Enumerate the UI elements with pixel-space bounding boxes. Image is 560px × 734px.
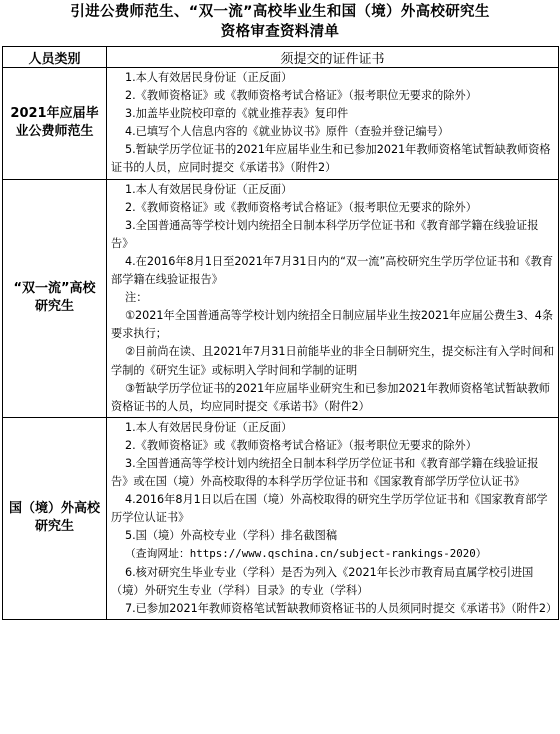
list-item: 4.在2016年8月1日至2021年7月31日内的“双一流”高校研究生学历学位证书和《教育部学籍在线验证报告》	[111, 254, 554, 287]
header-documents: 须提交的证件证书	[107, 47, 559, 68]
list-item: 1.本人有效居民身份证（正反面）	[125, 182, 293, 196]
documents-cell	[107, 68, 559, 180]
note-item: ③暂缺学历学位证书的2021年应届毕业研究生和已参加2021年教师资格笔试暂缺教师资格证书的人员，均应同时提交《承诺书》（附件2）	[111, 381, 550, 413]
table-row	[3, 179, 559, 417]
documents-cell	[107, 179, 559, 417]
list-item: 4.已填写个人信息内容的《就业协议书》原件（查验并登记编号）	[125, 125, 449, 139]
title-line-2: 资格审查资料清单	[220, 24, 340, 40]
list-item: 2.《教师资格证》或《教师资格考试合格证》（报考职位无要求的除外）	[125, 89, 477, 103]
list-item: 5.国（境）外高校专业（学科）排名截图稿	[125, 529, 338, 543]
list-item: 7.已参加2021年教师资格笔试暂缺教师资格证书的人员须同时提交《承诺书》（附件2）	[125, 601, 558, 615]
category-cell: 国（境）外高校研究生	[3, 417, 107, 619]
category-cell: “双一流”高校研究生	[3, 179, 107, 417]
list-item: 1.本人有效居民身份证（正反面）	[125, 71, 293, 84]
document-page	[2, 1, 558, 620]
list-item: 6.核对研究生毕业专业（学科）是否为列入《2021年长沙市教育局直属学校引进国（境）外研究生专业（学科）目录》的专业（学科）	[111, 565, 534, 597]
list-item: 1.本人有效居民身份证（正反面）	[125, 420, 293, 434]
note-item: ①2021年全国普通高等学校计划内统招全日制应届毕业生按2021年应届公费生3、4条要求执行；	[111, 309, 554, 341]
table-row	[3, 68, 559, 180]
note-label: 注：	[125, 291, 148, 305]
table-header-row	[3, 47, 559, 68]
document-title	[2, 1, 558, 42]
table-row	[3, 417, 559, 619]
list-item: 5.暂缺学历学位证书的2021年应届毕业生和已参加2021年教师资格笔试暂缺教师资格证书的人员，应同时提交《承诺书》（附件2）	[111, 143, 551, 175]
header-category: 人员类别	[3, 47, 107, 68]
list-item: 2.《教师资格证》或《教师资格考试合格证》（报考职位无要求的除外）	[125, 438, 477, 452]
category-cell: 2021年应届毕业公费师范生	[3, 68, 107, 180]
query-url-text: （查询网址：https://www.qschina.cn/subject-rankings-2020）	[125, 547, 487, 561]
title-line-1: 引进公费师范生、“双一流”高校毕业生和国（境）外高校研究生	[70, 4, 490, 20]
list-item: 4.2016年8月1日以后在国（境）外高校取得的研究生学历学位证书和《国家教育部学历学位认证书》	[111, 493, 548, 525]
list-item: 3.全国普通高等学校计划内统招全日制本科学历学位证书和《教育部学籍在线验证报告》或在国（境）外高校取得的本科学历学位证书和《国家教育部学历学位认证书》	[111, 456, 539, 489]
list-item: 3.加盖毕业院校印章的《就业推荐表》复印件	[125, 107, 349, 121]
requirements-table	[2, 46, 559, 620]
documents-cell	[107, 417, 559, 619]
list-item: 2.《教师资格证》或《教师资格考试合格证》（报考职位无要求的除外）	[125, 200, 477, 214]
note-item: ②目前尚在读、且2021年7月31日前能毕业的非全日制研究生，提交标注有入学时间和学制的《研究生证》或标明入学时间和学制的证明	[111, 345, 555, 377]
list-item: 3.全国普通高等学校计划内统招全日制本科学历学位证书和《教育部学籍在线验证报告》	[111, 218, 539, 250]
